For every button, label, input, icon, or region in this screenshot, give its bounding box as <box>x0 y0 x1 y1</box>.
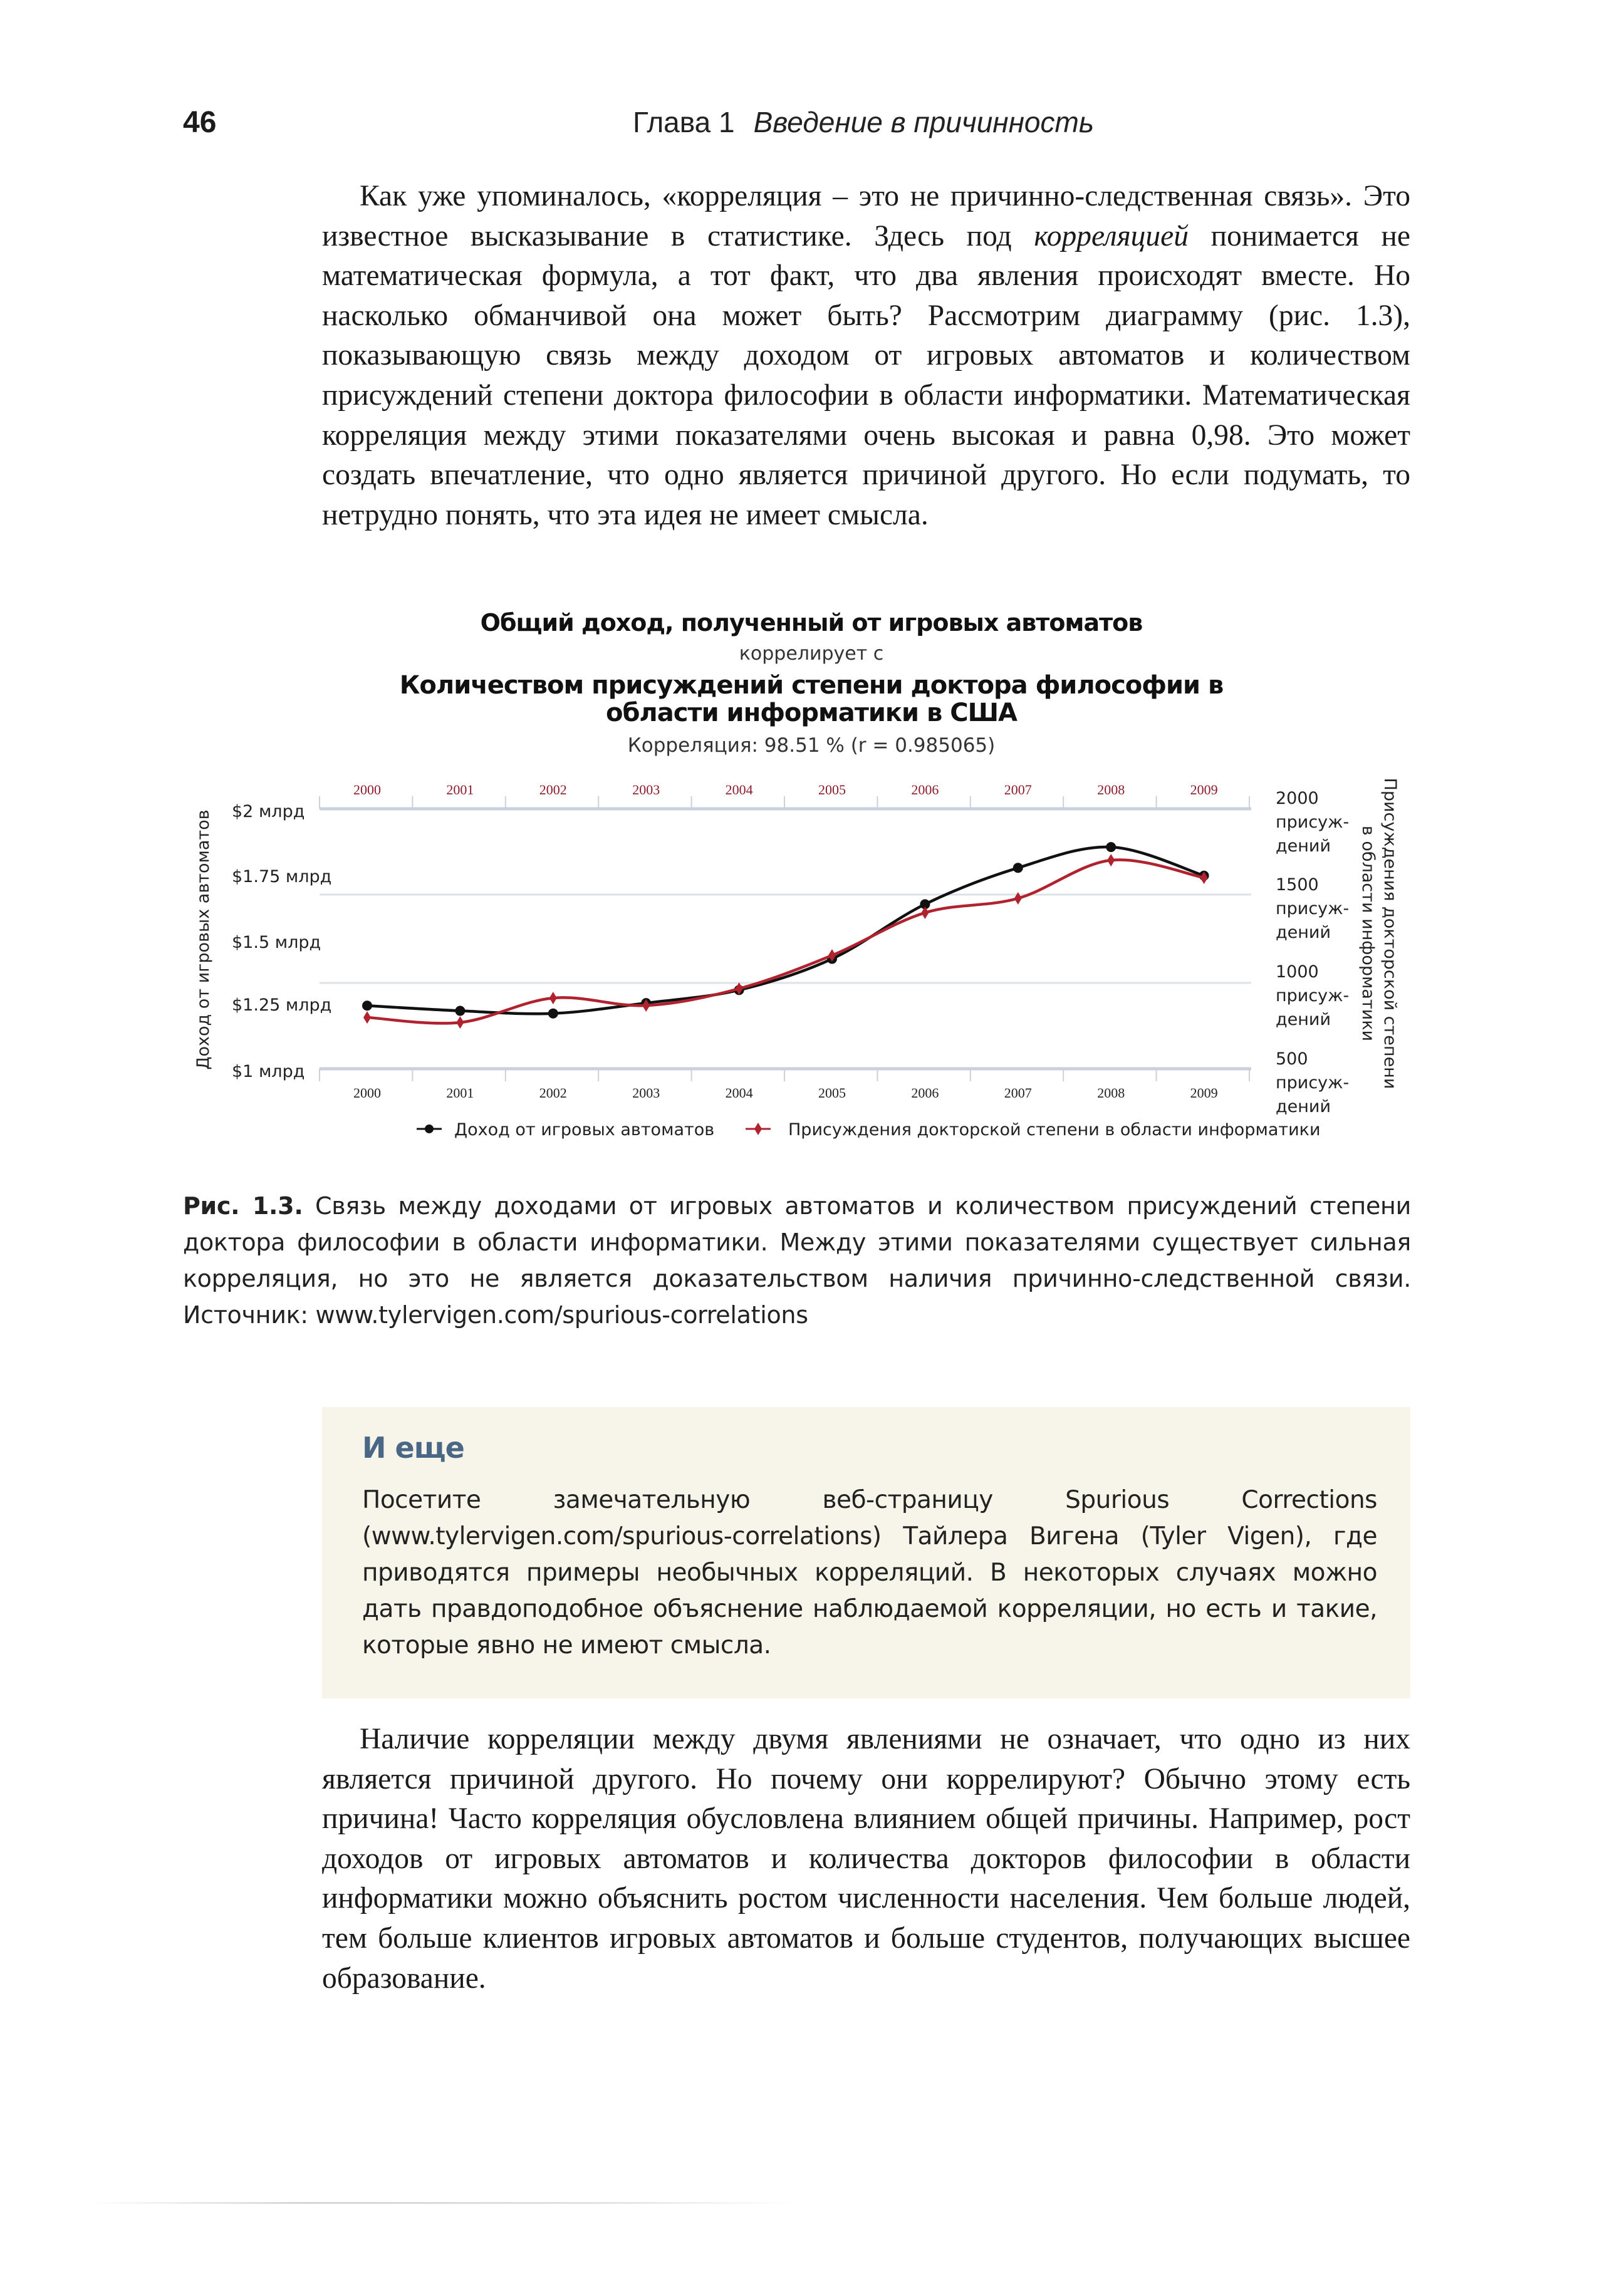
bottom-year-label: 2005 <box>818 1085 846 1101</box>
right-axis-tick-unit: дений <box>1276 1010 1331 1029</box>
left-axis-tick-label: $1 млрд <box>232 1062 305 1081</box>
data-point-marker <box>549 992 557 1004</box>
left-axis-title: Доход от игровых автоматов <box>194 809 213 1070</box>
top-year-label: 2004 <box>725 782 753 797</box>
paragraph-conclusion <box>322 1720 1410 1998</box>
right-axis-tick-value: 2000 <box>1276 789 1319 808</box>
top-year-label: 2007 <box>1004 782 1032 797</box>
top-year-label: 2009 <box>1190 782 1218 797</box>
left-axis-tick-label: $1.5 млрд <box>232 933 321 952</box>
page-bottom-rule <box>88 2202 796 2204</box>
caption-label: Рис. 1.3. <box>183 1192 303 1220</box>
right-axis-tick-unit: присуж- <box>1276 986 1350 1005</box>
bottom-year-label: 2009 <box>1190 1085 1218 1101</box>
right-axis-title: в области информатики <box>1358 825 1378 1042</box>
legend-label: Присуждения докторской степени в области информатики <box>788 1120 1321 1140</box>
right-axis-tick-value: 500 <box>1276 1049 1308 1069</box>
page-number: 46 <box>183 106 217 139</box>
left-axis-tick-label: $2 млрд <box>232 802 305 821</box>
data-point-marker <box>1107 854 1115 866</box>
chapter-label: Глава 1 <box>633 106 735 138</box>
chart-title: Общий доход, полученный от игровых автоматов <box>480 609 1143 636</box>
data-point-marker <box>548 1009 558 1019</box>
data-point-marker <box>362 1000 372 1010</box>
figure-caption <box>183 1188 1411 1333</box>
data-point-marker <box>363 1011 371 1024</box>
bottom-year-label: 2003 <box>632 1085 660 1101</box>
top-year-label: 2000 <box>353 782 381 797</box>
right-axis-tick-value: 1000 <box>1276 962 1319 982</box>
bottom-year-label: 2006 <box>911 1085 939 1101</box>
chart-subtitle: Количеством присуждений степени доктора философии в области информатики в США <box>399 671 1224 727</box>
series-line-phd <box>367 860 1204 1023</box>
right-axis-tick-unit: присуж- <box>1276 813 1350 832</box>
chart-correlation: Корреляция: 98.51 % (r = 0.985065) <box>627 734 996 757</box>
right-axis-tick-unit: дений <box>1276 836 1331 856</box>
right-axis-tick-unit: дений <box>1276 1097 1331 1116</box>
bottom-year-label: 2002 <box>539 1085 567 1101</box>
top-year-label: 2005 <box>818 782 846 797</box>
right-axis-tick-unit: присуж- <box>1276 1073 1350 1093</box>
data-point-marker <box>1013 863 1023 873</box>
paragraph-text: понимается не математическая формула, а тот факт, что два явления происходят вместе. Но насколько обманчивой она может быть? Рассмотрим диаграмму (рис. 1.3), показывающую связь между доходом от игровых автоматов и количеством присуждений степени доктора философии в области информатики. Математическая корреляция между этими показателями очень высокая и равна 0,98. Это может создать впечатление, что одно является причиной другого. Но если подумать, то нетрудно понять, что эта идея не имеет смысла. <box>322 219 1410 531</box>
chart-connector: коррелирует с <box>739 643 884 665</box>
top-year-label: 2003 <box>632 782 660 797</box>
note-body: Посетите замечательную веб-страницу Spurious Corrections (www.tylervigen.com/spurious-correlations) Тайлера Вигена (Tyler Vigen), где приводятся примеры необычных корреляций. В некоторых случаях можно дать правдоподобное объяснение наблюдаемой корреляции, но есть и такие, которые явно не имеют смысла. <box>362 1486 1377 1660</box>
note-heading: И еще <box>362 1431 464 1465</box>
right-axis-tick-value: 1500 <box>1276 875 1319 895</box>
chapter-title: Введение в причинность <box>753 106 1095 138</box>
top-year-label: 2002 <box>539 782 567 797</box>
bottom-year-label: 2001 <box>446 1085 474 1101</box>
note-box <box>322 1407 1410 1698</box>
legend-label: Доход от игровых автоматов <box>454 1120 715 1140</box>
paragraph-text: Как уже упоминалось, «корреляция – это не причинно-следственная связь». Это известное высказывание в статистике. Здесь под <box>322 180 1410 252</box>
legend-diamond-icon <box>754 1123 762 1135</box>
left-axis-tick-label: $1.75 млрд <box>232 867 332 886</box>
data-point-marker <box>456 1016 464 1029</box>
caption-text: Связь между доходами от игровых автоматов и количеством присуждений степени доктора философии в области информатики. Между этими показателями существует сильная корреляция, но это не является доказательством наличия причинно-следственной связи. Источник: www.tylervigen.com/spurious-correlations <box>183 1192 1411 1329</box>
bottom-year-label: 2004 <box>725 1085 753 1101</box>
paragraph-text: Наличие корреляции между двумя явлениями не означает, что одно из них является причиной другого. Но почему они коррелируют? Обычно этому есть причина! Часто корреляция обусловлена влиянием общей причины. Например, рост доходов от игровых автоматов и количества докторов философии в области информатики можно объяснить ростом численности населения. Чем больше людей, тем больше клиентов игровых автоматов и больше студентов, получающих высшее образование. <box>322 1723 1410 1995</box>
left-axis-tick-label: $1.25 млрд <box>232 995 332 1015</box>
data-point-marker <box>1106 842 1116 852</box>
emphasized-term: корреляцией <box>1034 219 1189 252</box>
bottom-year-label: 2000 <box>353 1085 381 1101</box>
right-axis-tick-unit: дений <box>1276 923 1331 942</box>
top-year-label: 2001 <box>446 782 474 797</box>
bottom-year-label: 2007 <box>1004 1085 1032 1101</box>
right-axis-tick-unit: присуж- <box>1276 899 1350 918</box>
top-year-label: 2008 <box>1097 782 1125 797</box>
data-point-marker <box>455 1006 465 1016</box>
top-year-label: 2006 <box>911 782 939 797</box>
legend-circle-icon <box>425 1125 434 1133</box>
right-axis-title: Присуждения докторской степени <box>1380 777 1400 1089</box>
bottom-year-label: 2008 <box>1097 1085 1125 1101</box>
